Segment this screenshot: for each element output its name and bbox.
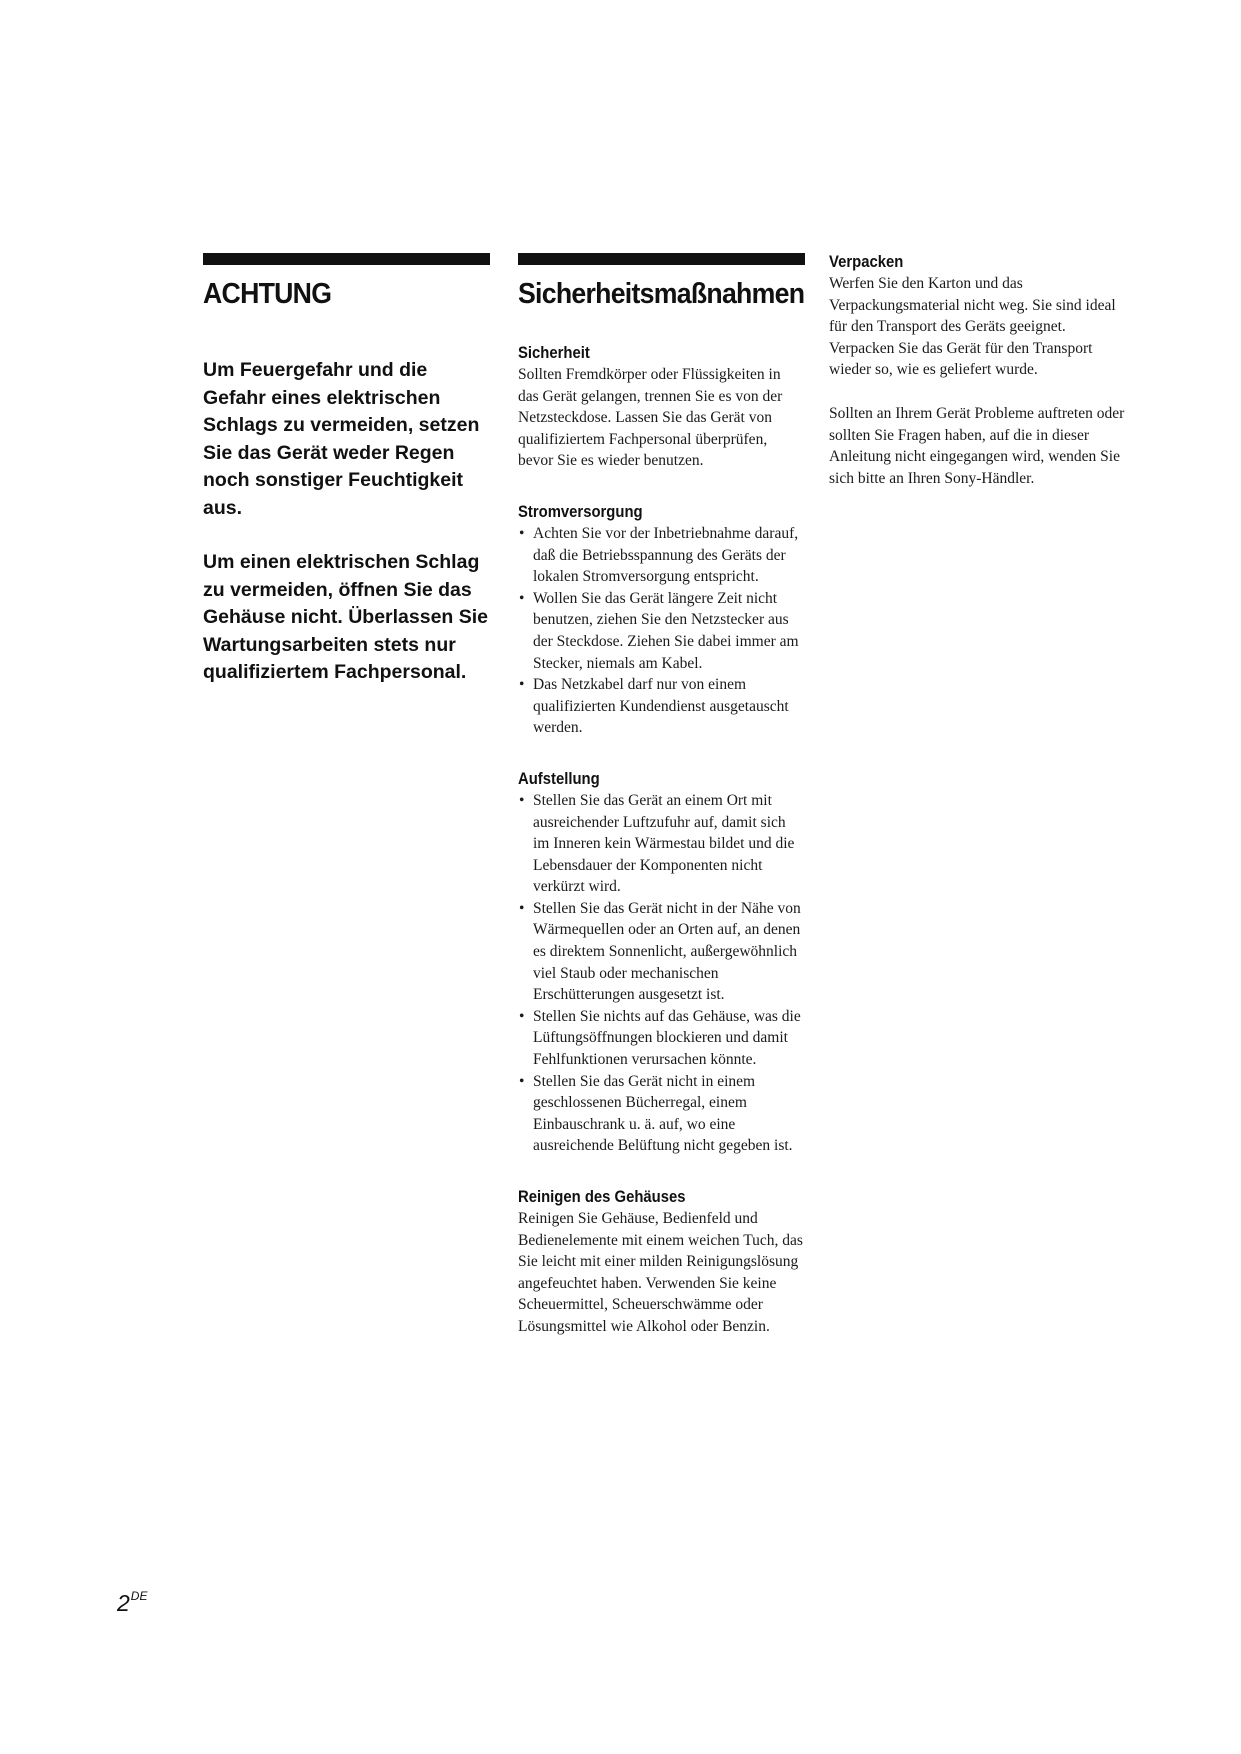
warning-paragraph-fire: Um Feuergefahr und die Gefahr eines elektrischen Schlags zu vermeiden, setzen Sie das Gerät weder Regen noch sonstiger Feuchtigkeit aus.: [203, 359, 480, 519]
list-item: • Das Netzkabel darf nur von einem qualifizierten Kundendienst ausgetauscht werden.: [518, 674, 805, 739]
warning-title: ACHTUNG: [203, 278, 332, 310]
section-text-dealer: Sollten an Ihrem Gerät Probleme auftreten oder sollten Sie Fragen haben, auf die in dieser Anleitung nicht eingegangen wird, wenden Sie sich bitte an Ihren Sony-Händler.: [829, 404, 1125, 487]
page-language-suffix: DE: [130, 1589, 148, 1603]
section-aufstellung: [518, 768, 805, 1157]
warning-paragraph-shock: Um einen elektrischen Schlag zu vermeiden, öffnen Sie das Gehäuse nicht. Überlassen Sie Wartungsarbeiten stets nur qualifiziertem Fachpersonal.: [203, 551, 489, 683]
page-number: [117, 1589, 147, 1617]
safety-column: [518, 253, 805, 1338]
list-item: • Stellen Sie nichts auf das Gehäuse, was die Lüftungsöffnungen blockieren und damit Fehlfunktionen verursachen könnte.: [518, 1006, 805, 1071]
page-number-value: 2: [117, 1590, 130, 1616]
section-text: Sollten Fremdkörper oder Flüssigkeiten in das Gerät gelangen, trennen Sie es von der Netzsteckdose. Lassen Sie das Gerät von qualifiziertem Fachpersonal überprüfen, bevor Sie es wieder benutzen.: [518, 366, 783, 470]
section-text: Werfen Sie den Karton und das Verpackungsmaterial nicht weg. Sie sind ideal für den Transport des Geräts geeignet. Verpacken Sie das Gerät für den Transport wieder so, wie es geliefert wurde.: [829, 275, 1116, 379]
section-heading: Reinigen des Gehäuses: [518, 1188, 686, 1206]
section-sicherheit: [518, 342, 805, 472]
heading-rule: [203, 253, 490, 265]
heading-rule: [518, 253, 805, 265]
list-item: • Achten Sie vor der Inbetriebnahme darauf, daß die Betriebsspannung des Geräts der lokalen Stromversorgung entspricht.: [518, 523, 805, 588]
safety-title: Sicherheitsmaßnahmen: [518, 278, 805, 310]
bullet-list: [518, 790, 805, 1157]
list-item: • Stellen Sie das Gerät nicht in einem geschlossenen Bücherregal, einem Einbauschrank u. ä. auf, wo eine ausreichende Belüftung nicht gegeben ist.: [518, 1071, 805, 1157]
packing-column: [829, 251, 1129, 489]
section-heading: Stromversorgung: [518, 502, 643, 521]
section-heading: Aufstellung: [518, 769, 600, 788]
section-text: Reinigen Sie Gehäuse, Bedienfeld und Bedienelemente mit einem weichen Tuch, das Sie leicht mit einer milden Reinigungslösung angefeuchtet haben. Verwenden Sie keine Scheuermittel, Scheuerschwämme oder Lösungsmittel wie Alkohol oder Benzin.: [518, 1210, 803, 1335]
section-heading: Sicherheit: [518, 344, 590, 362]
bullet-list: [518, 523, 805, 739]
section-reinigen: [518, 1186, 805, 1338]
section-stromversorgung: [518, 501, 805, 739]
list-item: • Stellen Sie das Gerät nicht in der Nähe von Wärmequellen oder an Orten auf, an denen es direktem Sonnenlicht, außergewöhnlich viel Staub oder mechanischen Erschütterungen ausgesetzt ist.: [518, 898, 805, 1006]
list-item: • Wollen Sie das Gerät längere Zeit nicht benutzen, ziehen Sie den Netzstecker aus der Steckdose. Ziehen Sie dabei immer am Stecker, niemals am Kabel.: [518, 588, 805, 674]
section-heading: Verpacken: [829, 253, 904, 271]
list-item: • Stellen Sie das Gerät an einem Ort mit ausreichender Luftzufuhr auf, damit sich im Inneren kein Wärmestau bildet und die Lebensdauer der Komponenten nicht verkürzt wird.: [518, 790, 805, 898]
warning-column: [203, 253, 490, 687]
